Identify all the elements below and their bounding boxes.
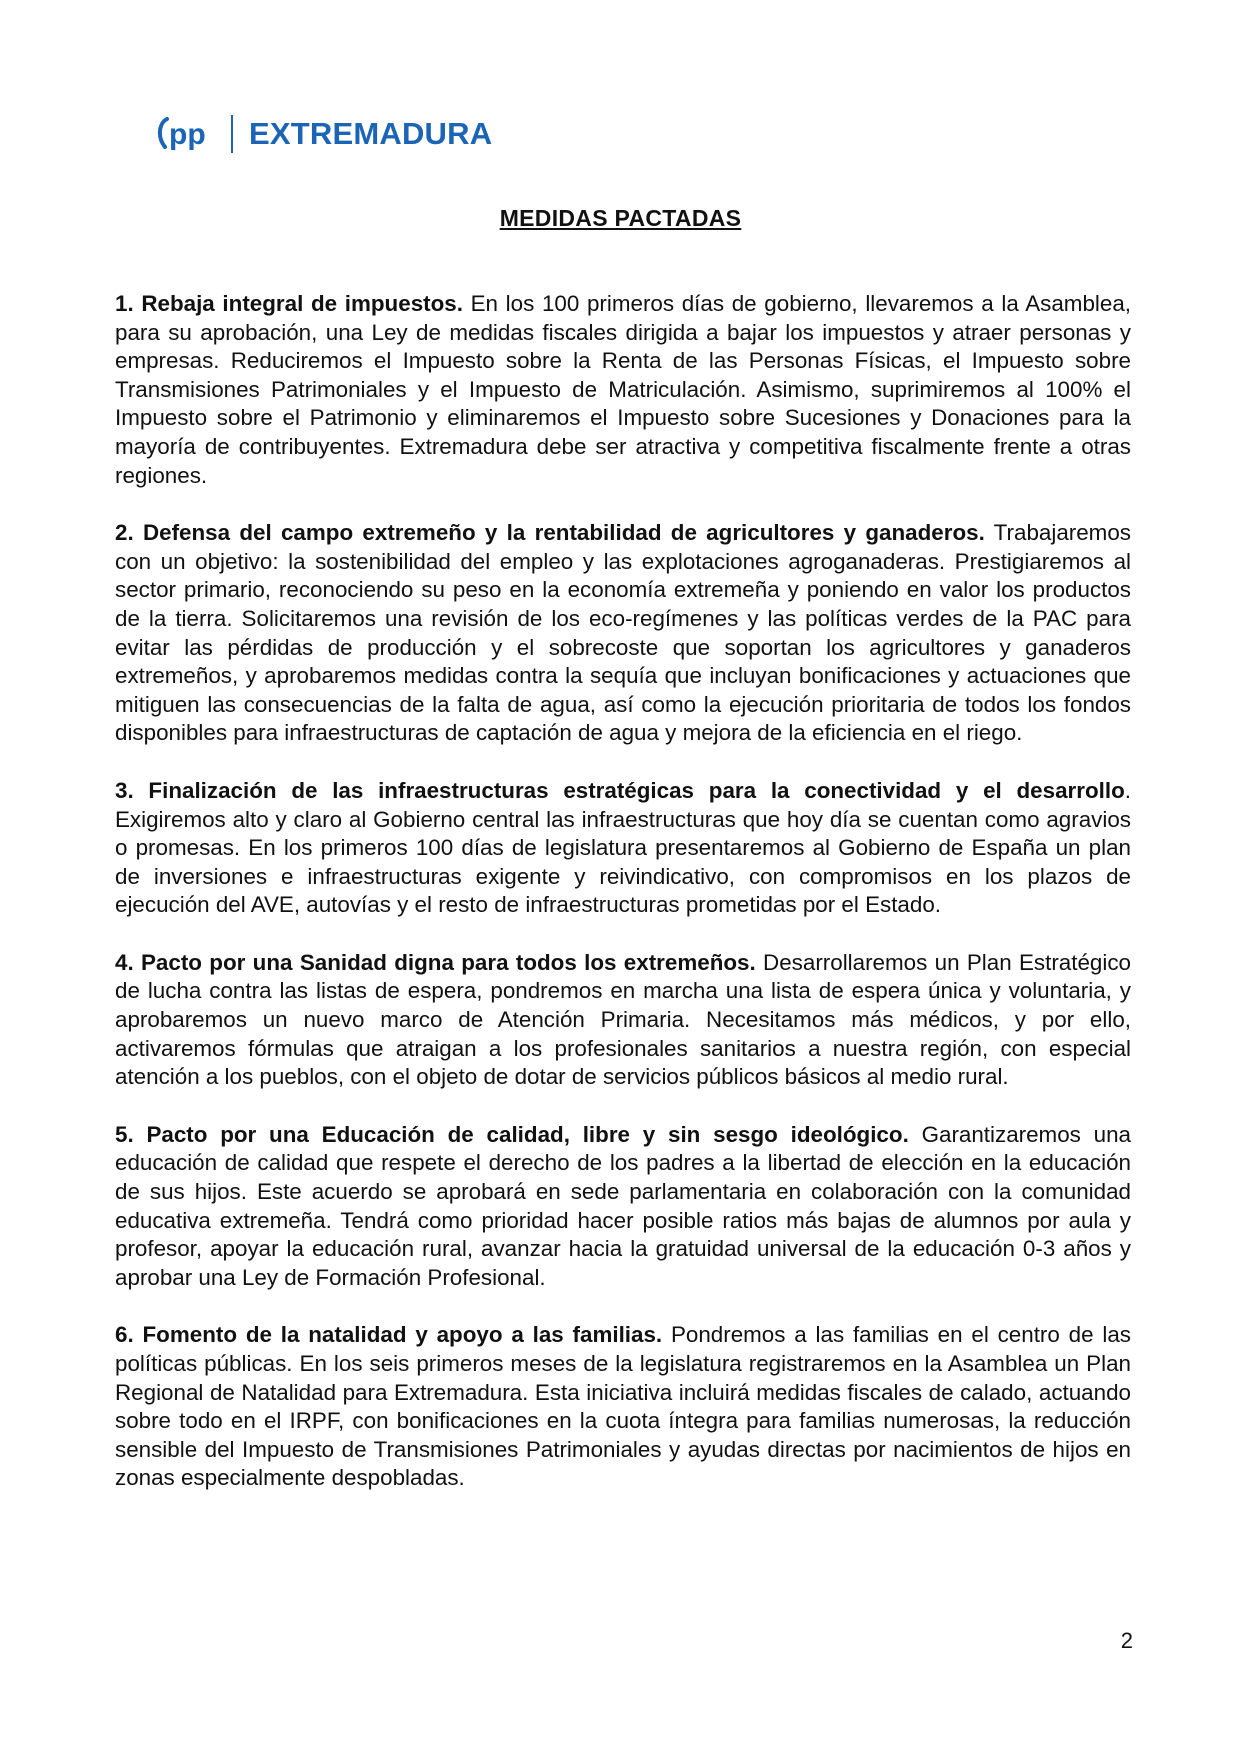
measure-body: . Exigiremos alto y claro al Gobierno central las infraestructuras que hoy día se cuentan como agravios o promesas. En los primeros 100 días de legislatura presentaremos al Gobierno de España un plan de inversiones e infraestructuras exigente y reivindicativo, con compromisos en los plazos de ejecución del AVE, autovías y el resto de infraestructuras prometidas por el Estado. xyxy=(115,777,1131,918)
measure-4 xyxy=(115,949,1131,1092)
measure-5 xyxy=(115,1121,1131,1293)
measure-body: Desarrollaremos un Plan Estratégico de lucha contra las listas de espera, pondremos en marcha una lista de espera única y voluntaria, y aprobaremos un nuevo marco de Atención Primaria. Necesitamos más médicos, y por ello, activaremos fórmulas que atraigan a los profesionales sanitarios a nuestra región, con especial atención a los pueblos, con el objeto de dotar de servicios públicos básicos al medio rural. xyxy=(115,949,1131,1090)
measure-heading: 6. Fomento de la natalidad y apoyo a las familias. xyxy=(115,1322,663,1348)
measure-heading: 2. Defensa del campo extremeño y la rentabilidad de agricultores y ganaderos. xyxy=(115,520,985,546)
measure-body: Pondremos a las familias en el centro de las políticas públicas. En los seis primeros meses de la legislatura registraremos en la Asamblea un Plan Regional de Natalidad para Extremadura. Esta iniciativa incluirá medidas fiscales de calado, actuando sobre todo en el IRPF, con bonificaciones en la cuota íntegra para familias numerosas, la reducción sensible del Impuesto de Transmisiones Patrimoniales y ayudas directas por nacimientos de hijos en zonas especialmente despobladas. xyxy=(115,1322,1131,1491)
measure-heading: 4. Pacto por una Sanidad digna para todos los extremeños. xyxy=(115,949,756,975)
measure-3 xyxy=(115,777,1131,920)
logo-divider xyxy=(231,115,233,153)
document-title: MEDIDAS PACTADAS xyxy=(499,205,742,231)
measure-6 xyxy=(115,1321,1131,1493)
measure-2 xyxy=(115,519,1131,748)
region-name: EXTREMADURA xyxy=(249,116,493,151)
pp-logo-icon xyxy=(155,113,219,155)
measure-heading: 1. Rebaja integral de impuestos. xyxy=(115,291,463,316)
measure-heading: 5. Pacto por una Educación de calidad, libre y sin sesgo ideológico. xyxy=(115,1121,909,1147)
measure-body: Garantizaremos una educación de calidad que respete el derecho de los padres a la libertad de elección en la educación de sus hijos. Este acuerdo se aprobará en sede parlamentaria en colaboración con la comunidad educativa extremeña. Tendrá como prioridad hacer posible ratios más bajas de alumnos por aula y profesor, apoyar la educación rural, avanzar hacia la gratuidad universal de la educación 0-3 años y aprobar una Ley de Formación Profesional. xyxy=(115,1121,1131,1290)
page-number: 2 xyxy=(1120,1628,1133,1653)
page-header xyxy=(155,110,492,158)
measure-body: En los 100 primeros días de gobierno, llevaremos a la Asamblea, para su aprobación, una Ley de medidas fiscales dirigida a bajar los impuestos y atraer personas y empresas. Reduciremos el Impuesto sobre la Renta de las Personas Físicas, el Impuesto sobre Transmisiones Patrimoniales y el Impuesto de Matriculación. Asimismo, suprimiremos al 100% el Impuesto sobre el Patrimonio y eliminaremos el Impuesto sobre Sucesiones y Donaciones para la mayoría de contribuyentes. Extremadura debe ser atractiva y competitiva fiscalmente frente a otras regiones. xyxy=(115,291,1131,488)
measure-heading: 3. Finalización de las infraestructuras estratégicas para la conectividad y el desarrollo xyxy=(115,777,1125,803)
measures-list xyxy=(115,290,1131,1522)
measure-1 xyxy=(115,290,1131,490)
logo-letters: pp xyxy=(169,118,206,151)
measure-body: Trabajaremos con un objetivo: la sostenibilidad del empleo y las explotaciones agroganaderas. Prestigiaremos al sector primario, reconociendo su peso en la economía extremeña y poniendo en valor los productos de la tierra. Solicitaremos una revisión de los eco-regímenes y las políticas verdes de la PAC para evitar las pérdidas de producción y el sobrecoste que soportan los agricultores y ganaderos extremeños, y aprobaremos medidas contra la sequía que incluyan bonificaciones y actuaciones que mitiguen las consecuencias de la falta de agua, así como la ejecución prioritaria de todos los fondos disponibles para infraestructuras de captación de agua y mejora de la eficiencia en el riego. xyxy=(115,520,1131,746)
